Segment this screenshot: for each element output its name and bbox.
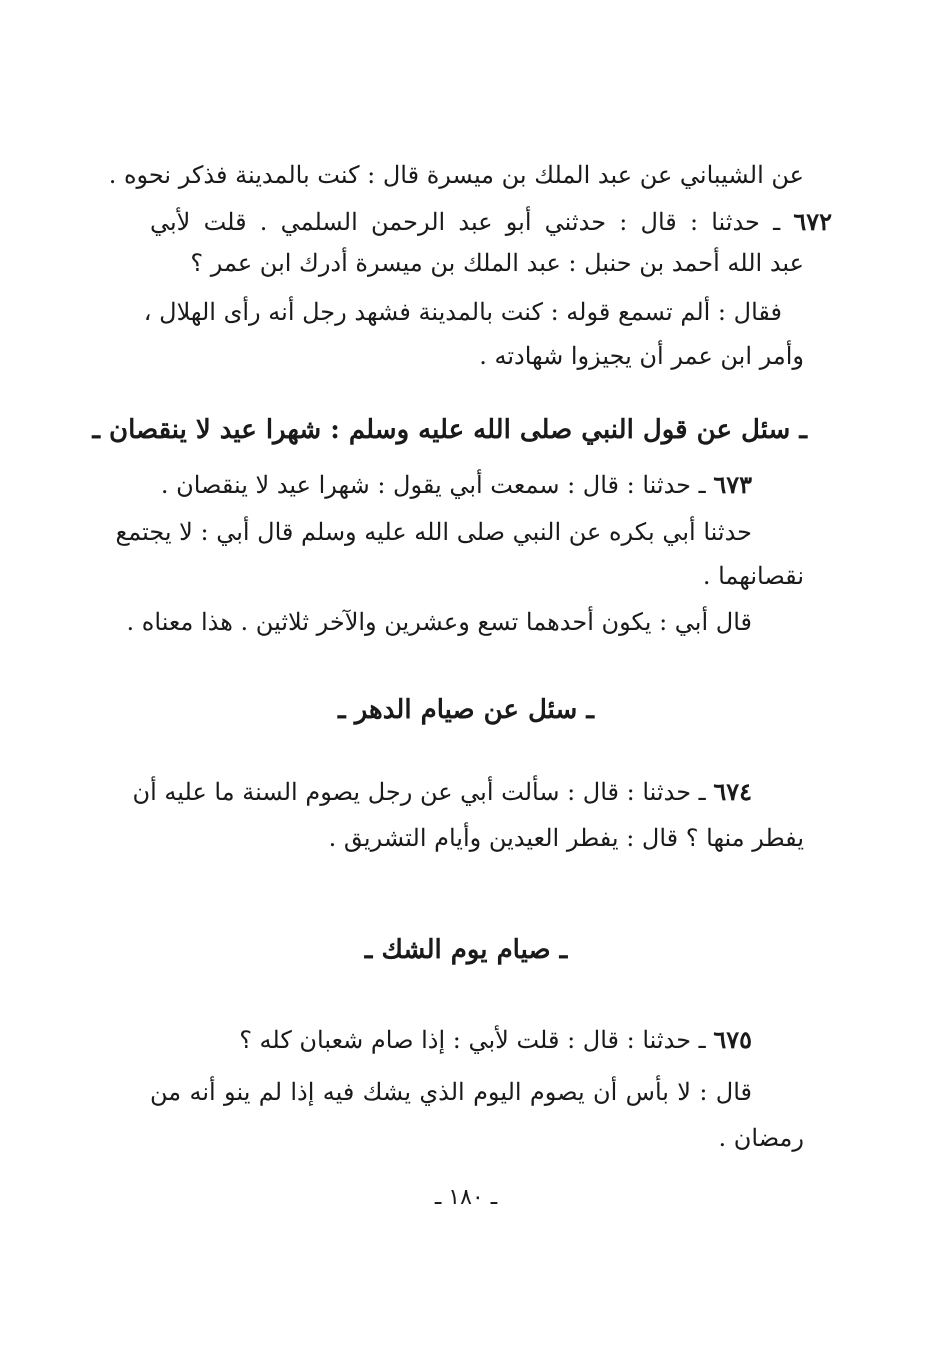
text-line: ـ حدثنا : قال : حدثني أبو عبد الرحمن السلمي . قلت لأبي xyxy=(150,208,781,236)
text-line: عبد الله أحمد بن حنبل : عبد الملك بن ميسرة أدرك ابن عمر ؟ xyxy=(190,249,804,277)
hadith-number: ٦٧٥ xyxy=(713,1025,752,1054)
text-line: يفطر منها ؟ قال : يفطر العيدين وأيام التشريق . xyxy=(328,824,804,852)
hadith-675 xyxy=(150,1020,752,1060)
text-line: قال : لا بأس أن يصوم اليوم الذي يشك فيه إذا لم ينو أنه من xyxy=(150,1078,752,1106)
text-line: ـ حدثنا : قال : قلت لأبي : إذا صام شعبان كله ؟ xyxy=(239,1026,706,1054)
text-line: قال أبي : يكون أحدهما تسع وعشرين والآخر ثلاثين . هذا معناه . xyxy=(126,608,752,636)
text-line: رمضان . xyxy=(718,1124,804,1152)
hadith-674 xyxy=(132,772,752,812)
section-heading: ـ سئل عن قول النبي صلى الله عليه وسلم : شهرا عيد لا ينقصان ـ xyxy=(92,415,807,445)
text-line: عن الشيباني عن عبد الملك بن ميسرة قال : كنت بالمدينة فذكر نحوه . xyxy=(108,161,804,189)
text-line: نقصانهما . xyxy=(702,562,804,590)
text-line: ـ حدثنا : قال : سألت أبي عن رجل يصوم السنة ما عليه أن xyxy=(132,778,706,806)
text-line: وأمر ابن عمر أن يجيزوا شهادته . xyxy=(479,342,804,370)
section-heading: ـ صيام يوم الشك ـ xyxy=(364,935,568,965)
text-line: فقال : ألم تسمع قوله : كنت بالمدينة فشهد رجل أنه رأى الهلال ، xyxy=(143,298,782,326)
hadith-number: ٦٧٣ xyxy=(713,470,752,499)
page-number: ـ ١٨٠ ـ xyxy=(434,1185,498,1210)
hadith-number: ٦٧٤ xyxy=(713,777,752,806)
hadith-672 xyxy=(150,202,832,242)
text-line: حدثنا أبي بكره عن النبي صلى الله عليه وسلم قال أبي : لا يجتمع xyxy=(115,518,752,546)
section-heading: ـ سئل عن صيام الدهر ـ xyxy=(338,695,594,725)
hadith-673 xyxy=(150,465,752,505)
text-line: ـ حدثنا : قال : سمعت أبي يقول : شهرا عيد لا ينقصان . xyxy=(160,471,706,499)
hadith-number: ٦٧٢ xyxy=(793,207,832,236)
